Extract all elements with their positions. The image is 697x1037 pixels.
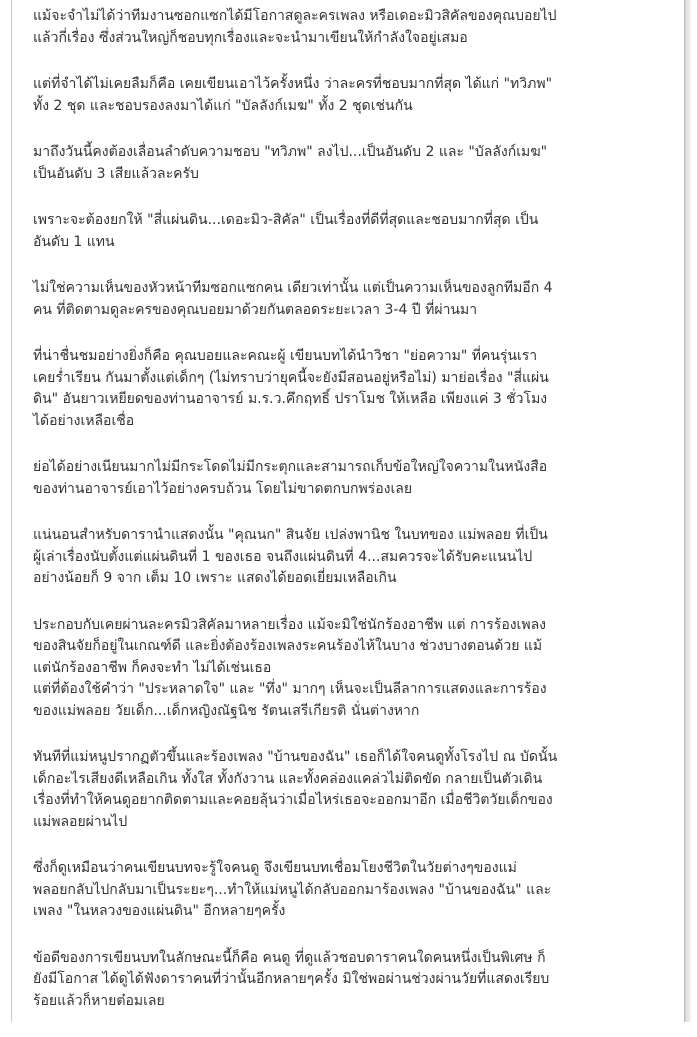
text-line: ซึ่งก็ดูเหมือนว่าคนเขียนบทจะรู้ใจคนดู จึงเขียนบทเชื่อมโยงชีวิตในวัยต่างๆของแม่: [33, 860, 517, 876]
text-line: ไม่ใช่ความเห็นของหัวหน้าทีมซอกแซกคน เดียวเท่านั้น แต่เป็นความเห็นของลูกทีมอีก 4: [33, 280, 553, 296]
text-line: ทั้ง 2 ชุด และชอบรองลงมาได้แก่ "บัลลังก์เมฆ" ทั้ง 2 ชุดเช่นกัน: [33, 97, 413, 114]
paragraph-9: [33, 615, 679, 723]
text-line: เด็กอะไรเสียงดีเหลือเกิน ทั้งใส ทั้งกังวาน และทั้งคล่องแคล่วไม่ติดขัด กลายเป็นตัวเดิน: [33, 770, 543, 787]
text-line: แน่นอนสำหรับดารานำแสดงนั้น "คุณนก" สินจัย เปล่งพานิช ในบทของ แม่พลอย ที่เป็น: [33, 527, 548, 543]
paragraph-3: [33, 142, 679, 185]
text-line: แต่นักร้องอาชีพ ก็คงจะทำ ไม่ได้เช่นเธอ: [33, 659, 272, 676]
text-line: มาถึงวันนี้คงต้องเลื่อนลำดับความชอบ "ทวิภพ" ลงไป...เป็นอันดับ 2 และ "บัลลังก์เมฆ": [33, 144, 548, 160]
paragraph-2: [33, 74, 679, 117]
text-line: ได้อย่างเหลือเชื่อ: [33, 412, 135, 429]
text-line: ประกอบกับเคยผ่านละครมิวสิคัลมาหลายเรื่อง แม้จะมิใช่นักร้องอาชีพ แต่ การร้องเพลง: [33, 616, 546, 633]
text-line: แม้จะจำไม่ได้ว่าทีมงานซอกแซกได้มีโอกาสดูละครเพลง หรือเดอะมิวสิคัลของคุณบอยไป: [33, 8, 557, 24]
text-line: ผู้เล่าเรื่องนับตั้งแต่แผ่นดินที่ 1 ของเธอ จนถึงแผ่นดินที่ 4...สมควรจะได้รับคะแนนไป: [33, 548, 533, 565]
text-line: เรื่องที่ทำให้คนดูอยากติดตามและคอยลุ้นว่าเมื่อไหร่เธอจะออกมาอีก เมื่อชีวิตวัยเด็กของ: [33, 792, 553, 808]
paragraph-8: [33, 525, 679, 590]
text-line: ข้อดีของการเขียนบทในลักษณะนี้ก็คือ คนดู ที่ดูแล้วชอบดาราคนใดคนหนึ่งเป็นพิเศษ ก็: [33, 949, 546, 966]
paragraph-10: [33, 747, 679, 833]
text-line: ของท่านอาจารย์เอาไว้อย่างครบถ้วน โดยไม่ขาดตกบกพร่องเลย: [33, 480, 413, 497]
text-line: ดิน" อันยาวเหยียดของท่านอาจารย์ ม.ร.ว.คึกฤทธิ์ ปราโมช ให้เหลือ เพียงแค่ 3 ชั่วโมง: [33, 391, 548, 407]
text-line: ของแม่พลอย วัยเด็ก...เด็กหญิงณัฐนิช รัตนเสรีเกียรติ นั่นต่างหาก: [33, 702, 420, 719]
paragraph-6: [33, 346, 679, 432]
text-line: เคยร่ำเรียน กันมาตั้งแต่เด็กๆ (ไม่ทราบว่ายุคนี้จะยังมีสอนอยู่หรือไม่) มาย่อเรื่อง "สี่แผ่น: [33, 369, 549, 386]
paragraph-7: [33, 457, 679, 500]
paragraph-12: [33, 948, 679, 1013]
text-line: ที่น่าชื่นชมอย่างยิ่งก็คือ คุณบอยและคณะผู้ เขียนบทได้นำวิชา "ย่อความ" ที่คนรุ่นเรา: [33, 348, 538, 364]
text-line: ของสินจัยก็อยู่ในเกณฑ์ดี และยิ่งต้องร้องเพลงระคนร้องไห้ในบาง ช่วงบางตอนด้วย แม้: [33, 638, 543, 654]
paragraph-11: [33, 858, 679, 923]
text-line: ร้อยแล้วก็หายต๋อมเลย: [33, 992, 165, 1009]
text-line: ทันทีที่แม่หนูปรากฏตัวขึ้นและร้องเพลง "บ้านของฉัน" เธอก็ได้ใจคนดูทั้งโรงไป ณ บัดนั้น: [33, 749, 558, 765]
left-border: [11, 0, 12, 1022]
text-line: อันดับ 1 แทน: [33, 233, 115, 250]
text-line: เพลง "ในหลวงของแผ่นดิน" อีกหลายๆครั้ง: [33, 903, 286, 919]
text-line: แต่ที่จำได้ไม่เคยลืมก็คือ เคยเขียนเอาไว้ครั้งหนึ่ง ว่าละครที่ชอบมากที่สุด ได้แก่ "ทวิภพ": [33, 76, 553, 92]
text-line: พลอยกลับไปกลับมาเป็นระยะๆ...ทำให้แม่หนูได้กลับออกมาร้องเพลง "บ้านของฉัน" และ: [33, 881, 552, 898]
text-line: อย่างน้อยก็ 9 จาก เต็ม 10 เพราะ แสดงได้ยอดเยี่ยมเหลือเกิน: [33, 570, 397, 586]
article-body: [33, 6, 679, 1037]
text-line: แม่พลอยผ่านไป: [33, 813, 128, 830]
text-line: แล้วกี่เรื่อง ซึ่งส่วนใหญ่ก็ชอบทุกเรื่องและจะนำมาเขียนให้กำลังใจอยู่เสมอ: [33, 29, 468, 46]
paragraph-5: [33, 278, 679, 321]
text-line: เป็นอันดับ 3 เสียแล้วละครับ: [33, 165, 199, 182]
paragraph-1: [33, 6, 679, 49]
right-shadow: [685, 0, 691, 1022]
text-line: คน ที่ติดตามดูละครของคุณบอยมาด้วยกันตลอดระยะเวลา 3-4 ปี ที่ผ่านมา: [33, 301, 478, 318]
text-line: ย่อได้อย่างเนียนมากไม่มีกระโดดไม่มีกระตุกและสามารถเก็บข้อใหญ่ใจความในหนังสือ: [33, 459, 548, 475]
text-line: ยังมีโอกาส ได้ดูได้ฟังดาราคนที่ว่านั้นอีกหลายๆครั้ง มิใช่พอผ่านช่วงผ่านวัยที่แสดงเรียบ: [33, 971, 550, 987]
paragraph-4: [33, 210, 679, 253]
text-line: เพราะจะต้องยกให้ "สี่แผ่นดิน...เดอะมิว-สิคัล" เป็นเรื่องที่ดีที่สุดและชอบมากที่สุด เป็น: [33, 212, 539, 228]
text-line: แต่ที่ต้องใช้คำว่า "ประหลาดใจ" และ "ทึ่ง" มากๆ เห็นจะเป็นลีลาการแสดงและการร้อง: [33, 681, 547, 697]
